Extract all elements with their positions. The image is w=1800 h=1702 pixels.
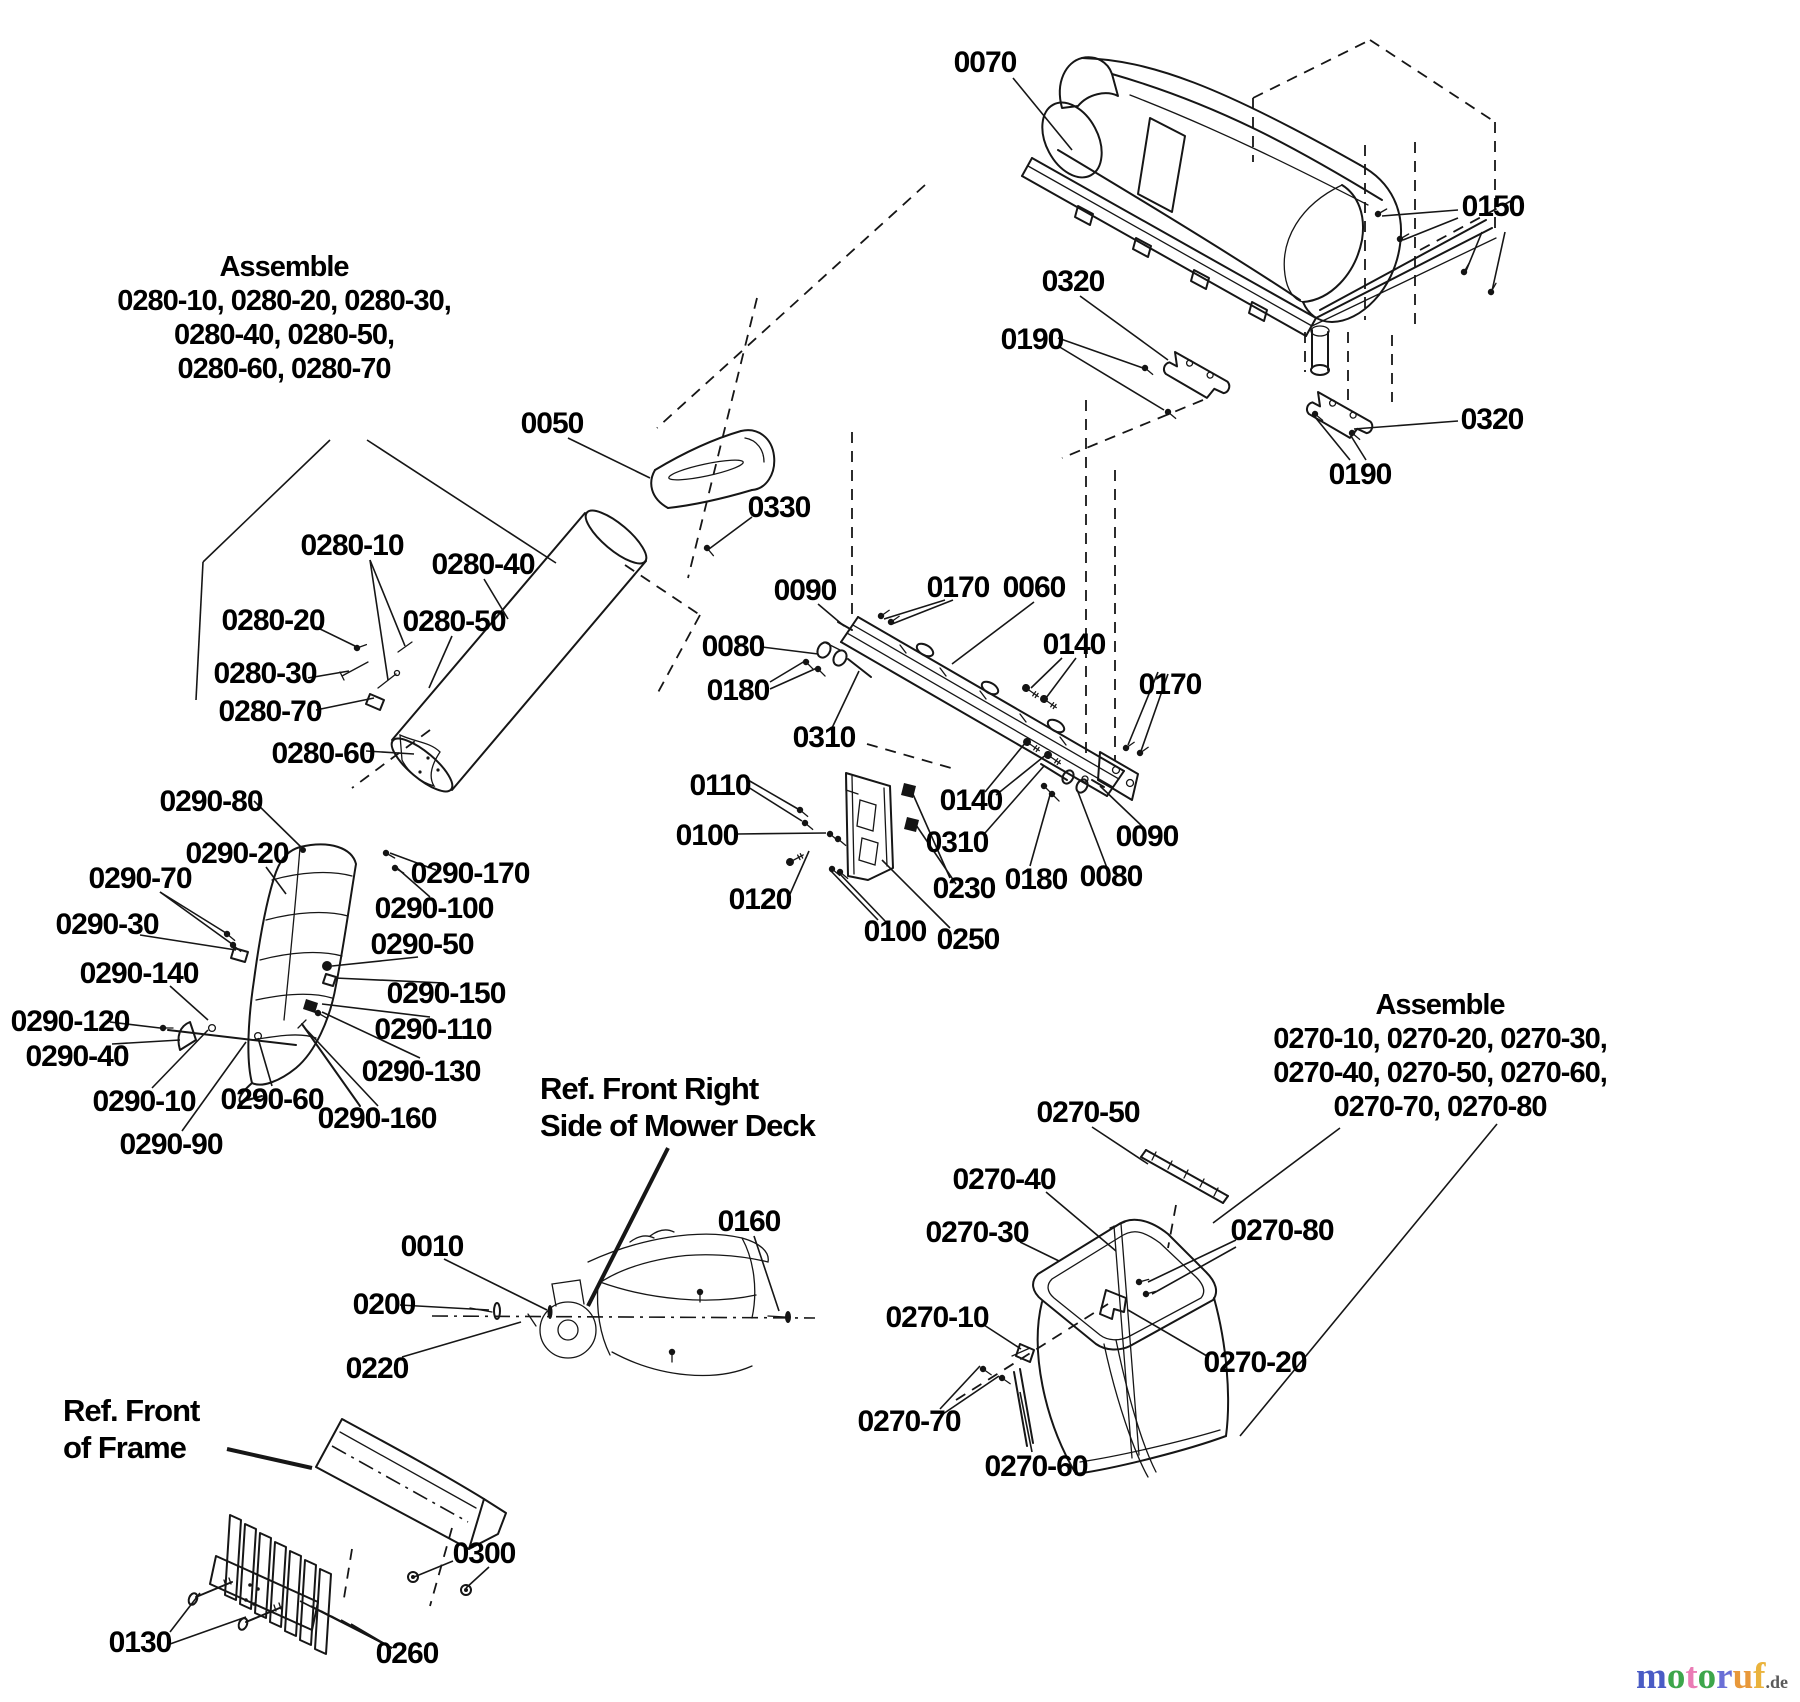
part-label-0270-30: 0270-30 <box>925 1216 1029 1249</box>
part-label-0270-50: 0270-50 <box>1036 1096 1140 1129</box>
part-label-0090: 0090 <box>1115 820 1179 853</box>
assemble-0270-line: 0270-40, 0270-50, 0270-60, <box>1273 1057 1607 1089</box>
part-label-0220: 0220 <box>345 1352 409 1385</box>
part-label-0080: 0080 <box>1079 860 1143 893</box>
part-label-0290-50: 0290-50 <box>370 928 474 961</box>
ref-front-frame-note <box>63 1392 199 1466</box>
part-label-0270-20: 0270-20 <box>1203 1346 1307 1379</box>
part-label-0280-30: 0280-30 <box>213 657 317 690</box>
assemble-0280-line: Assemble <box>219 251 349 283</box>
part-label-0280-40: 0280-40 <box>431 548 535 581</box>
part-label-0100: 0100 <box>863 915 927 948</box>
part-label-0160: 0160 <box>717 1205 781 1238</box>
part-label-0290-160: 0290-160 <box>317 1102 437 1135</box>
part-label-0290-40: 0290-40 <box>25 1040 129 1073</box>
deflector-part <box>316 1419 506 1549</box>
motoruf-logo-letter: r <box>1716 1656 1733 1697</box>
part-label-0200: 0200 <box>352 1288 416 1321</box>
part-label-0080: 0080 <box>701 630 765 663</box>
part-label-0290-60: 0290-60 <box>220 1083 324 1116</box>
part-label-0270-70: 0270-70 <box>857 1405 961 1438</box>
bracket-plate-part <box>785 773 919 881</box>
part-label-0120: 0120 <box>728 883 792 916</box>
motoruf-logo-letter: f <box>1753 1656 1766 1697</box>
part-label-0090: 0090 <box>773 574 837 607</box>
assemble-0280-line: 0280-10, 0280-20, 0280-30, <box>117 285 451 317</box>
part-label-0290-140: 0290-140 <box>79 957 199 990</box>
part-label-0270-60: 0270-60 <box>984 1450 1088 1483</box>
part-label-0280-70: 0280-70 <box>218 695 322 728</box>
assemble-0280-line: 0280-60, 0280-70 <box>177 353 391 385</box>
part-label-0290-70: 0290-70 <box>88 862 192 895</box>
part-label-0320: 0320 <box>1041 265 1105 298</box>
part-label-0290-90: 0290-90 <box>119 1128 223 1161</box>
part-label-0280-60: 0280-60 <box>271 737 375 770</box>
part-label-0300: 0300 <box>452 1537 516 1570</box>
motoruf-logo-suffix: .de <box>1765 1672 1788 1692</box>
part-label-0180: 0180 <box>1004 863 1068 896</box>
assemble-0270-line: 0270-10, 0270-20, 0270-30, <box>1273 1023 1607 1055</box>
assemble-0270-note <box>1273 988 1607 1124</box>
part-label-0110: 0110 <box>689 769 751 802</box>
fin-pack-part <box>187 1515 471 1654</box>
part-label-0310: 0310 <box>925 826 989 859</box>
motoruf-logo-letter: u <box>1732 1656 1754 1697</box>
ref-front-right-line: Ref. Front Right <box>540 1071 759 1106</box>
part-label-0310: 0310 <box>792 721 856 754</box>
part-label-0180: 0180 <box>706 674 770 707</box>
part-label-0270-80: 0270-80 <box>1230 1214 1334 1247</box>
assemble-0270-line: Assemble <box>1375 989 1505 1021</box>
assemble-0280-note <box>117 250 451 386</box>
part-label-0280-10: 0280-10 <box>300 529 404 562</box>
part-label-0070: 0070 <box>953 46 1017 79</box>
part-label-0290-30: 0290-30 <box>55 908 159 941</box>
part-label-0280-20: 0280-20 <box>221 604 325 637</box>
fastener-parts <box>702 206 1498 557</box>
part-label-0170: 0170 <box>1138 668 1202 701</box>
part-label-0290-100: 0290-100 <box>374 892 494 925</box>
part-label-0290-80: 0290-80 <box>159 785 263 818</box>
part-label-0060: 0060 <box>1002 571 1066 604</box>
motoruf-logo <box>1636 1655 1788 1698</box>
part-label-0280-50: 0280-50 <box>402 605 506 638</box>
part-label-0150: 0150 <box>1461 190 1525 223</box>
part-label-0050: 0050 <box>520 407 584 440</box>
part-label-0290-10: 0290-10 <box>92 1085 196 1118</box>
motoruf-logo-letter: t <box>1685 1656 1698 1697</box>
part-label-0260: 0260 <box>375 1637 439 1670</box>
hopper-part <box>979 1150 1229 1477</box>
part-label-0190: 0190 <box>1000 323 1064 356</box>
part-label-0140: 0140 <box>1042 628 1106 661</box>
mower-deck-sketch <box>470 1230 791 1376</box>
part-label-0320: 0320 <box>1460 403 1524 436</box>
part-label-0130: 0130 <box>108 1626 172 1659</box>
motoruf-logo-letter: m <box>1636 1656 1667 1697</box>
ref-front-frame-line: of Frame <box>63 1430 186 1465</box>
motoruf-logo-letter: o <box>1697 1656 1717 1697</box>
part-label-0100: 0100 <box>675 819 739 852</box>
part-label-0290-130: 0290-130 <box>361 1055 481 1088</box>
part-label-0290-150: 0290-150 <box>386 977 506 1010</box>
ref-front-frame-line: Ref. Front <box>63 1393 200 1428</box>
part-label-0230: 0230 <box>932 872 996 905</box>
part-label-0270-40: 0270-40 <box>952 1163 1056 1196</box>
part-label-0290-170: 0290-170 <box>410 857 530 890</box>
part-label-0290-20: 0290-20 <box>185 837 289 870</box>
part-label-0270-10: 0270-10 <box>885 1301 989 1334</box>
blower-housing-part <box>1022 57 1496 375</box>
part-label-0290-110: 0290-110 <box>374 1013 492 1046</box>
part-label-0010: 0010 <box>400 1230 464 1263</box>
part-label-0190: 0190 <box>1328 458 1392 491</box>
part-label-0250: 0250 <box>936 923 1000 956</box>
ref-front-right-line: Side of Mower Deck <box>540 1108 815 1143</box>
motoruf-logo-letter: o <box>1666 1656 1686 1697</box>
part-label-0290-120: 0290-120 <box>10 1005 130 1038</box>
ref-front-right-note <box>540 1070 815 1144</box>
motoruf-logo-letters <box>1636 1656 1766 1697</box>
assemble-0280-line: 0280-40, 0280-50, <box>173 319 395 351</box>
assemble-0270-line: 0270-70, 0270-80 <box>1333 1091 1547 1123</box>
part-label-0170: 0170 <box>926 571 990 604</box>
part-label-0330: 0330 <box>747 491 811 524</box>
part-label-0140: 0140 <box>939 784 1003 817</box>
